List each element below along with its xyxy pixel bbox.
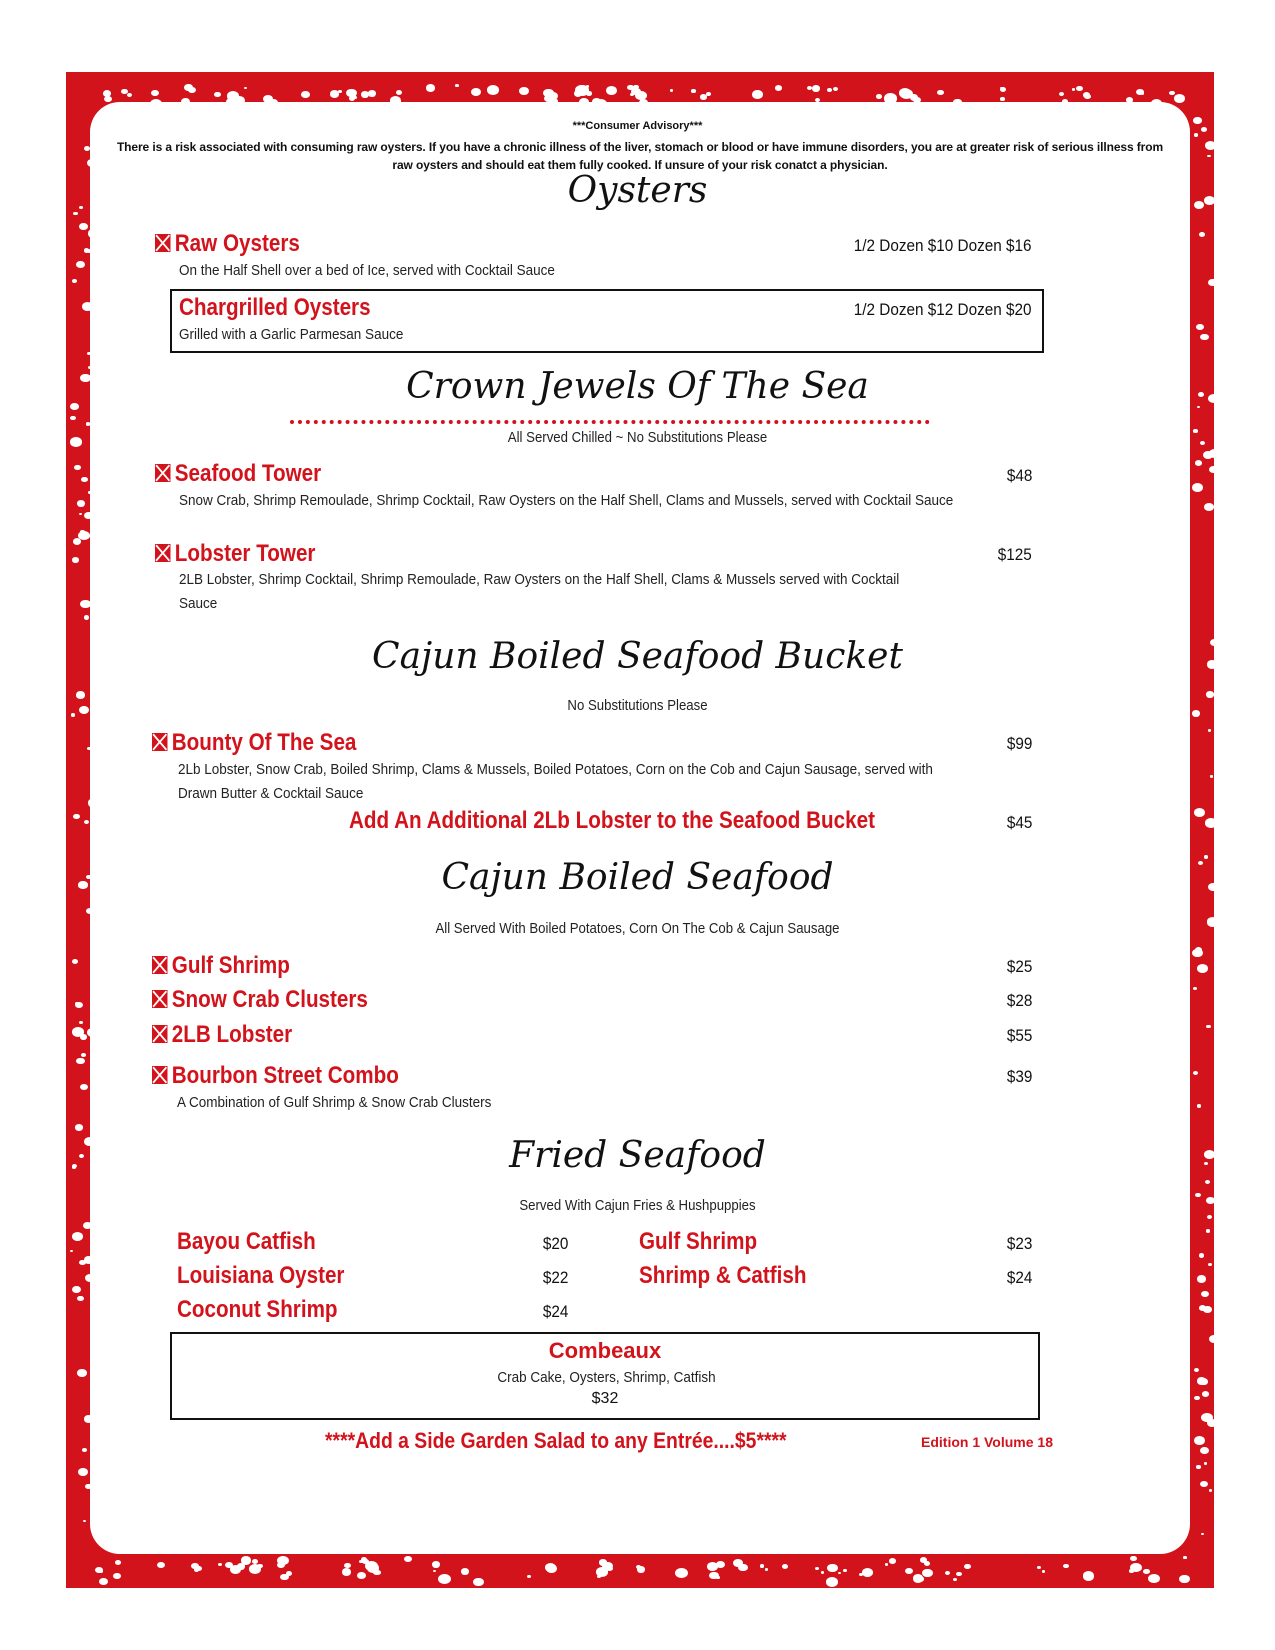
side-salad-note: ****Add a Side Garden Salad to any Entrée....$5**** (325, 1428, 787, 1453)
splatter-speck (595, 99, 607, 108)
desc-raw-oysters: On the Half Shell over a bed of Ice, served with Cocktail Sauce (179, 262, 555, 279)
price-chargrilled-oysters: 1/2 Dozen $12 Dozen $20 (854, 300, 1032, 319)
splatter-speck (257, 1564, 263, 1568)
splatter-speck (1194, 133, 1199, 137)
price-lobster-tower: $125 (997, 545, 1032, 564)
price-combeaux: $32 (591, 1390, 619, 1407)
splatter-speck (1141, 92, 1144, 95)
splatter-speck (637, 1566, 645, 1573)
splatter-speck (843, 1569, 846, 1572)
menu-item-lobster-tower: Lobster Tower (155, 540, 315, 568)
price-bourbon-street-combo: $39 (1006, 1067, 1032, 1086)
flag-icon (152, 956, 167, 974)
splatter-speck (73, 814, 80, 819)
splatter-speck (1130, 1563, 1142, 1572)
splatter-speck (396, 90, 402, 95)
splatter-speck (73, 212, 77, 216)
splatter-speck (1210, 775, 1213, 778)
splatter-speck (80, 1034, 87, 1039)
price-2lb-lobster: $55 (1006, 1026, 1032, 1045)
splatter-speck (237, 1563, 245, 1569)
splatter-speck (1192, 949, 1202, 957)
advisory-title: ***Consumer Advisory*** (572, 120, 703, 132)
splatter-speck (286, 1571, 292, 1576)
desc-chargrilled-oysters: Grilled with a Garlic Parmesan Sauce (179, 326, 404, 343)
splatter-speck (1208, 279, 1217, 287)
splatter-speck (833, 87, 838, 91)
splatter-speck (765, 1568, 769, 1571)
splatter-speck (84, 248, 90, 253)
menu-item-bourbon-street-combo: Bourbon Street Combo (152, 1062, 399, 1090)
splatter-speck (342, 1568, 351, 1575)
splatter-speck (1207, 917, 1219, 926)
splatter-speck (487, 85, 499, 94)
splatter-speck (1206, 1025, 1211, 1029)
splatter-speck (113, 1573, 120, 1579)
splatter-speck (826, 1577, 838, 1586)
splatter-speck (1208, 1263, 1212, 1266)
splatter-speck (1205, 818, 1217, 827)
menu-item-bayou-catfish: Bayou Catfish (177, 1228, 316, 1255)
advisory-text: There is a risk associated with consuming raw oysters. If you have a chronic illness of the liver, stomach or blood or have immune disorders, you are at greater risk of serious illness from raw oysters and should eat them fully cooked. If unsure of your risk conatct a physician. (116, 140, 1164, 172)
flag-icon (152, 990, 167, 1008)
splatter-speck (77, 1369, 87, 1377)
splatter-speck (77, 500, 85, 507)
splatter-speck (1196, 1465, 1200, 1468)
splatter-speck (82, 1448, 87, 1452)
splatter-speck (1072, 88, 1075, 91)
splatter-speck (1059, 92, 1064, 96)
splatter-speck (1197, 1377, 1206, 1385)
splatter-speck (78, 531, 90, 540)
splatter-speck (1206, 691, 1214, 697)
splatter-speck (359, 1560, 363, 1564)
section-title-seafood-bucket: Cajun Boiled Seafood Bucket (372, 636, 903, 677)
splatter-speck (83, 1520, 86, 1522)
splatter-speck (1194, 1436, 1205, 1445)
splatter-speck (924, 1561, 930, 1566)
splatter-speck (426, 84, 435, 91)
price-raw-oysters: 1/2 Dozen $10 Dozen $16 (854, 236, 1032, 255)
splatter-speck (72, 1232, 83, 1241)
price-gulf-shrimp-boiled: $25 (1006, 957, 1032, 976)
splatter-speck (104, 96, 112, 102)
desc-combeaux: Crab Cake, Oysters, Shrimp, Catfish (497, 1369, 716, 1386)
splatter-speck (700, 94, 707, 100)
splatter-speck (922, 1569, 933, 1578)
splatter-speck (84, 146, 90, 151)
menu-item-snow-crab-clusters: Snow Crab Clusters (152, 986, 368, 1014)
flag-icon (152, 1025, 167, 1043)
splatter-speck (225, 1562, 233, 1568)
splatter-speck (72, 557, 79, 562)
splatter-speck (876, 94, 882, 99)
splatter-speck (1207, 1419, 1217, 1427)
splatter-speck (1200, 1447, 1209, 1454)
splatter-speck (1195, 460, 1203, 466)
flag-icon (152, 1066, 167, 1084)
subtitle-fried-seafood: Served With Cajun Fries & Hushpuppies (519, 1197, 756, 1214)
splatter-speck (1199, 1253, 1204, 1257)
splatter-speck (84, 1415, 93, 1423)
splatter-speck (1179, 1575, 1190, 1583)
menu-item-gulf-shrimp-boiled: Gulf Shrimp (152, 952, 290, 980)
menu-item-gulf-shrimp-fried: Gulf Shrimp (639, 1228, 758, 1255)
price-seafood-tower: $48 (1006, 466, 1032, 485)
splatter-speck (1063, 1564, 1068, 1568)
splatter-speck (349, 96, 355, 101)
menu-item-2lb-lobster: 2LB Lobster (152, 1021, 292, 1049)
splatter-speck (74, 465, 80, 470)
splatter-speck (75, 1124, 83, 1130)
splatter-speck (1205, 141, 1216, 150)
splatter-speck (115, 1560, 121, 1565)
desc-lobster-tower: 2LB Lobster, Shrimp Cocktail, Shrimp Remoulade, Raw Oysters on the Half Shell, Clams & Mussels served with Cocktail Sauce (179, 571, 900, 612)
splatter-speck (953, 99, 961, 106)
price-louisiana-oyster: $22 (542, 1268, 569, 1287)
splatter-speck (1194, 1396, 1199, 1400)
splatter-speck (82, 302, 93, 311)
splatter-speck (84, 615, 90, 620)
splatter-speck (1197, 1275, 1207, 1283)
splatter-speck (884, 93, 897, 103)
splatter-speck (760, 1564, 764, 1567)
splatter-speck (1037, 1566, 1041, 1569)
splatter-speck (956, 1572, 962, 1577)
splatter-speck (367, 1563, 379, 1573)
splatter-speck (1194, 808, 1205, 817)
splatter-speck (244, 87, 247, 89)
menu-item-add-lobster: Add An Additional 2Lb Lobster to the Seafood Bucket (349, 807, 875, 834)
splatter-speck (1183, 1556, 1186, 1559)
splatter-speck (81, 1053, 86, 1057)
splatter-speck (269, 99, 278, 106)
section-title-oysters: Oysters (567, 170, 708, 211)
desc-seafood-tower: Snow Crab, Shrimp Remoulade, Shrimp Cocktail, Raw Oysters on the Half Shell, Clams and Mussels, served with Cocktail Sauce (179, 492, 954, 509)
menu-item-combeaux: Combeaux (548, 1338, 662, 1363)
splatter-speck (88, 229, 98, 237)
splatter-speck (903, 91, 912, 98)
splatter-speck (1000, 97, 1004, 101)
splatter-speck (527, 1575, 531, 1578)
flag-icon (155, 464, 170, 482)
menu-item-seafood-tower: Seafood Tower (155, 460, 321, 488)
splatter-speck (86, 908, 94, 914)
splatter-speck (87, 159, 97, 167)
splatter-speck (738, 1564, 747, 1571)
splatter-speck (79, 1260, 86, 1265)
price-coconut-shrimp: $24 (542, 1302, 569, 1321)
splatter-speck (1062, 99, 1069, 104)
splatter-speck (821, 1571, 824, 1574)
flag-icon (152, 733, 167, 751)
splatter-speck (78, 1468, 88, 1476)
splatter-speck (827, 1564, 837, 1572)
splatter-speck (1201, 1291, 1209, 1298)
splatter-speck (964, 1564, 971, 1570)
splatter-speck (99, 1578, 108, 1585)
splatter-speck (86, 422, 90, 425)
price-snow-crab-clusters: $28 (1006, 991, 1032, 1010)
menu-item-bounty-of-the-sea: Bounty Of The Sea (152, 729, 356, 757)
splatter-speck (338, 90, 341, 93)
splatter-speck (1197, 1104, 1201, 1107)
menu-item-chargrilled-oysters: Chargrilled Oysters (179, 294, 371, 321)
splatter-speck (79, 223, 87, 230)
splatter-speck (234, 96, 246, 105)
price-gulf-shrimp-fried: $23 (1006, 1234, 1032, 1253)
splatter-speck (157, 1562, 165, 1568)
splatter-speck (575, 85, 588, 95)
menu-item-coconut-shrimp: Coconut Shrimp (177, 1296, 338, 1323)
splatter-speck (519, 87, 529, 95)
price-bayou-catfish: $20 (542, 1234, 569, 1253)
splatter-speck (189, 87, 193, 90)
splatter-speck (80, 1084, 88, 1090)
splatter-speck (1209, 466, 1219, 474)
menu-item-shrimp-catfish: Shrimp & Catfish (639, 1262, 807, 1289)
splatter-speck (301, 91, 310, 98)
splatter-speck (1202, 1391, 1209, 1397)
edition-label: Edition 1 Volume 18 (921, 1434, 1053, 1450)
desc-bounty-of-the-sea: 2Lb Lobster, Snow Crab, Boiled Shrimp, Clams & Mussels, Boiled Potatoes, Corn on the Cob and Cajun Sausage, served with Drawn Butter & Cocktail Sauce (178, 761, 933, 802)
splatter-speck (812, 85, 820, 91)
splatter-speck (838, 1572, 841, 1575)
splatter-speck (691, 89, 696, 93)
splatter-speck (1209, 1335, 1220, 1344)
splatter-speck (84, 512, 93, 519)
splatter-speck (196, 1567, 199, 1570)
splatter-speck (72, 959, 78, 964)
section-title-fried-seafood: Fried Seafood (509, 1135, 766, 1176)
splatter-speck (631, 88, 640, 95)
menu-item-louisiana-oyster: Louisiana Oyster (177, 1262, 345, 1289)
splatter-speck (1192, 483, 1203, 492)
splatter-speck (88, 798, 100, 807)
splatter-speck (752, 90, 763, 98)
price-add-lobster: $45 (1006, 813, 1032, 832)
splatter-speck (99, 1570, 103, 1573)
splatter-speck (913, 97, 921, 103)
flag-icon (155, 234, 170, 252)
price-shrimp-catfish: $24 (1006, 1268, 1032, 1287)
splatter-speck (1205, 1180, 1210, 1184)
price-bounty-of-the-sea: $99 (1006, 734, 1032, 753)
section-title-crown-jewels: Crown Jewels Of The Sea (406, 366, 869, 407)
menu-item-raw-oysters: Raw Oysters (155, 230, 300, 258)
splatter-speck (432, 1561, 440, 1568)
splatter-speck (85, 1484, 92, 1489)
flag-icon (155, 544, 170, 562)
splatter-speck (404, 1556, 412, 1562)
splatter-speck (390, 96, 402, 105)
splatter-speck (72, 279, 77, 283)
subtitle-seafood-bucket: No Substitutions Please (567, 697, 708, 714)
splatter-speck (1206, 1229, 1210, 1232)
splatter-speck (1083, 1571, 1095, 1580)
subtitle-cajun-boiled: All Served With Boiled Potatoes, Corn On The Cob & Cajun Sausage (435, 920, 840, 937)
splatter-speck (937, 90, 944, 95)
splatter-speck (675, 1568, 687, 1578)
splatter-speck (71, 713, 75, 716)
splatter-speck (1042, 1570, 1045, 1572)
splatter-speck (1150, 1576, 1155, 1580)
splatter-speck (1130, 1556, 1136, 1561)
subtitle-crown-jewels: All Served Chilled ~ No Substitutions Please (507, 429, 768, 446)
splatter-speck (88, 491, 92, 494)
section-title-cajun-boiled: Cajun Boiled Seafood (441, 857, 834, 898)
splatter-speck (76, 1058, 84, 1065)
splatter-speck (1126, 97, 1133, 103)
splatter-speck (1151, 99, 1163, 108)
desc-bourbon-street-combo: A Combination of Gulf Shrimp & Snow Crab Clusters (177, 1094, 492, 1111)
splatter-speck (1196, 324, 1203, 330)
splatter-speck (913, 1574, 923, 1582)
splatter-speck (151, 90, 159, 96)
splatter-speck (606, 86, 617, 95)
